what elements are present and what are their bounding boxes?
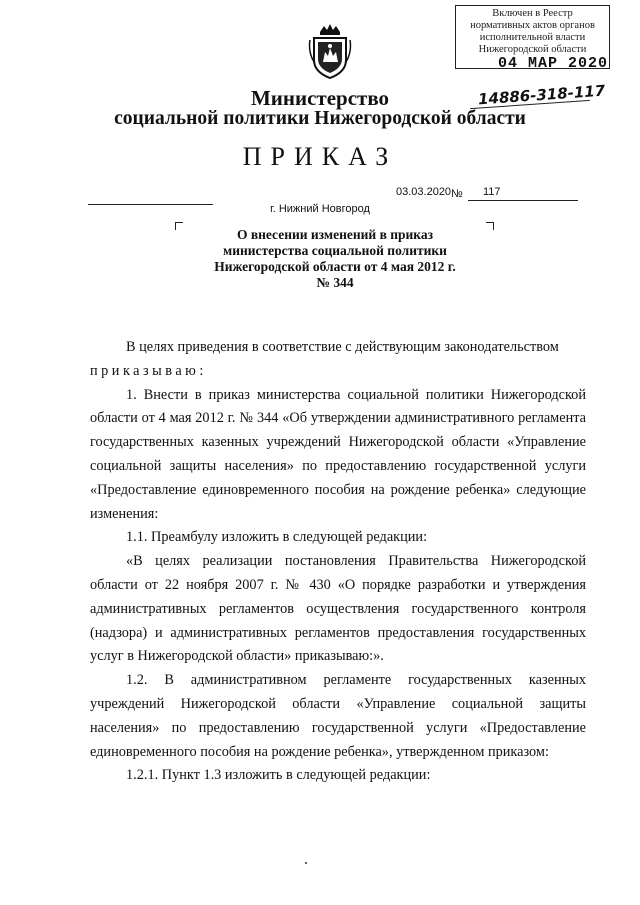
document-date: 03.03.2020 <box>396 186 452 198</box>
subject-line-2: министерства социальной политики <box>223 243 447 258</box>
document-body <box>90 336 586 788</box>
body-command: приказываю: <box>90 362 207 379</box>
document-number: 117 <box>483 186 501 198</box>
stamp-line-2: нормативных актов органов <box>470 20 595 31</box>
subject-line-4: № 344 <box>316 275 354 290</box>
number-underline <box>468 200 578 201</box>
body-paragraph-1-2: 1.2. В административном регламенте государственных казенных учреждений Нижегородской области «Управление социальной защиты населения» по предоставлению государственной услуги «Предоставление единовременного пособия на рождение ребенка», утвержденном приказом: <box>90 672 586 760</box>
subject-line-1: О внесении изменений в приказ <box>236 227 434 242</box>
body-paragraph-1: 1. Внести в приказ министерства социальной политики Нижегородской области от 4 мая 2012 г. № 344 «Об утверждении административного регламента государственных казенных учреждений Нижегородской области «Управление социальной защиты населения» по предоставлению государственной услуги «Предоставление единовременного пособия на рождение ребенка» следующие изменения: <box>90 386 586 522</box>
coat-of-arms-icon <box>308 22 352 80</box>
ministry-name-line-1: Министерство <box>250 86 390 110</box>
stamp-date: 04 MAP 2020 <box>498 55 609 72</box>
document-type-title: ПРИКАЗ <box>242 142 398 171</box>
document-city: г. Нижний Новгород <box>270 203 370 215</box>
stamp-line-4: Нижегородской области <box>478 44 587 55</box>
stamp-registration-number: 14886-318-117 <box>477 81 606 109</box>
page-speck <box>305 862 307 864</box>
number-sign: № <box>451 188 463 200</box>
body-paragraph-preamble-text: «В целях реализации постановления Правительства Нижегородской области от 22 ноября 2007 г. № 430 «О порядке разработки и утверждения административных регламентов осуществления государственного контроля (надзора) и административных регламентов предоставления государственных услуг в Нижегородской области» приказываю:». <box>90 553 586 665</box>
stamp-line-3: исполнительной власти <box>479 32 586 43</box>
body-preamble: В целях приведения в соответствие с действующим законодательством <box>126 339 559 355</box>
ministry-name-line-2: социальной политики Нижегородской области <box>114 108 526 129</box>
subject-line-3: Нижегородской области от 4 мая 2012 г. <box>214 259 456 274</box>
document-subject <box>150 227 520 291</box>
stamp-line-1: Включен в Реестр <box>492 8 573 19</box>
body-paragraph-1-1: 1.1. Преамбулу изложить в следующей редакции: <box>126 529 428 546</box>
body-paragraph-1-2-1: 1.2.1. Пункт 1.3 изложить в следующей редакции: <box>126 767 431 784</box>
